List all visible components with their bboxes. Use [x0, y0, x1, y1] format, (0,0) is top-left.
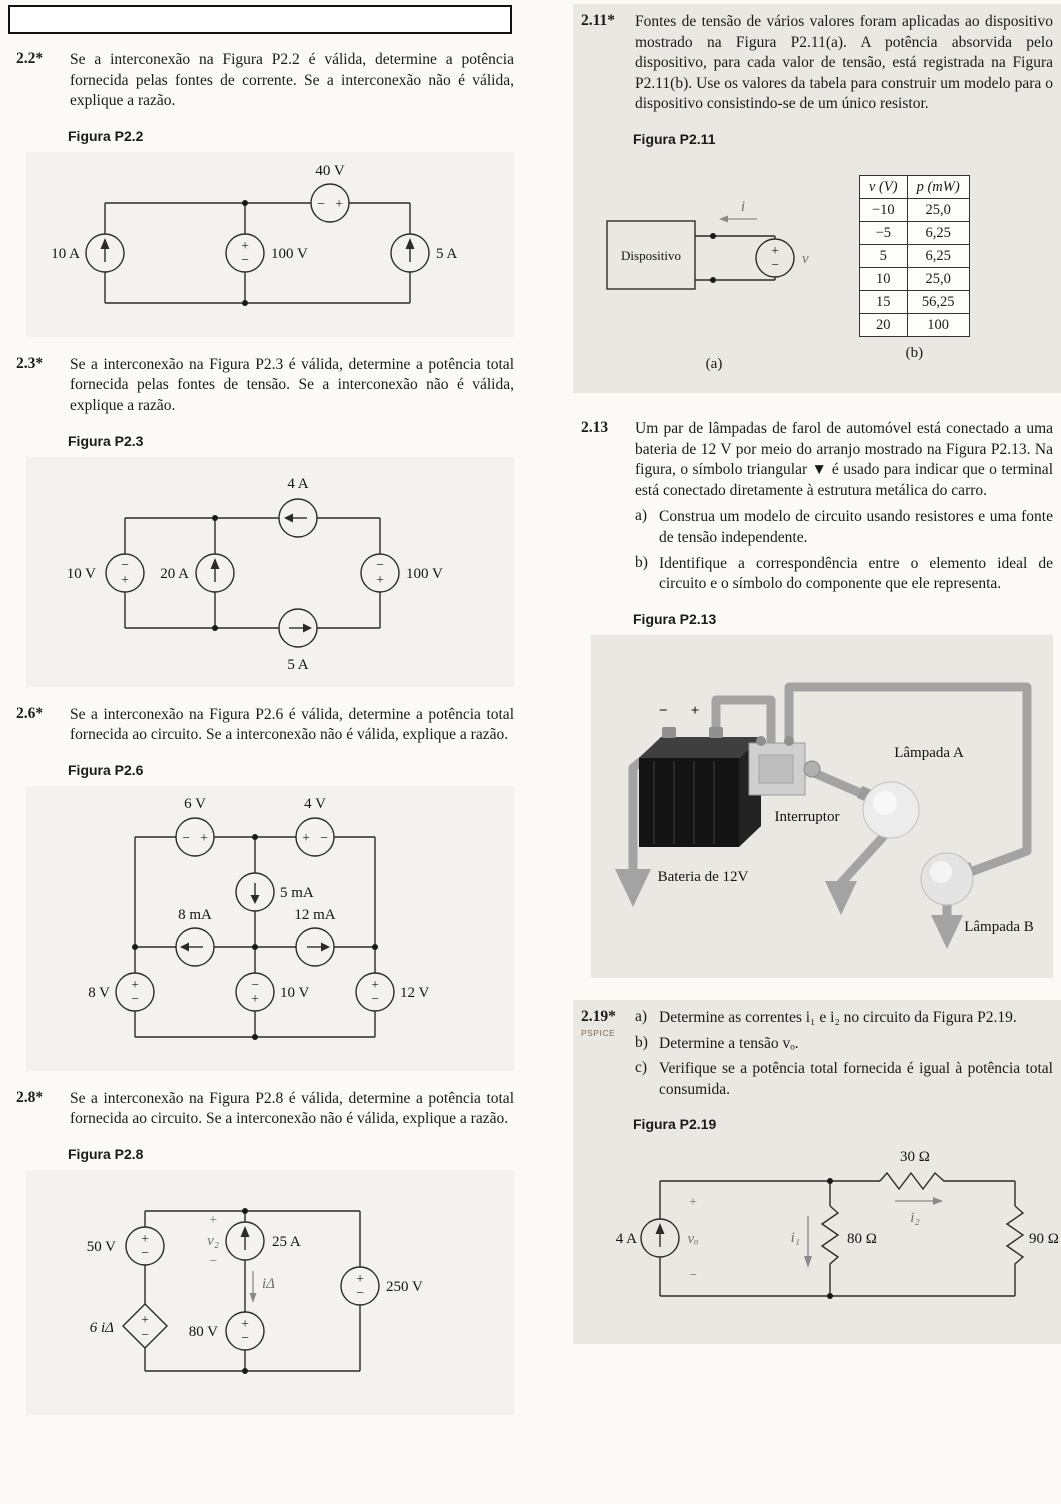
- current-arrow-i-left: [719, 216, 757, 223]
- item-a: [635, 507, 1053, 548]
- minus-sign: −: [131, 990, 139, 1006]
- item-text: Determine as correntes i₁ e i₂ no circuito da Figura P2.19.: [659, 1008, 1017, 1026]
- table-row: [860, 291, 970, 314]
- label-4v: 4 V: [304, 795, 326, 812]
- label-30ohm: 30 Ω: [900, 1149, 930, 1166]
- problem-number: 2.19*: [581, 1007, 616, 1025]
- current-arrow-20a-up: [211, 558, 220, 582]
- table-row: [860, 314, 970, 337]
- current-arrow-5a: [406, 238, 415, 262]
- label-10a: 10 A: [51, 245, 80, 262]
- label-lamp-a: Lâmpada A: [894, 744, 964, 761]
- current-arrow-idelta-down: [250, 1271, 257, 1303]
- label-250v: 250 V: [386, 1279, 423, 1296]
- cell-v: 10: [860, 268, 908, 291]
- label-80v: 80 V: [188, 1324, 218, 1341]
- minus-sign: −: [141, 1327, 149, 1343]
- current-arrow-12ma-right: [307, 942, 330, 951]
- label-100v: 100 V: [406, 565, 443, 582]
- node-dot: [827, 1178, 833, 1184]
- problem-number: 2.6*: [16, 704, 44, 722]
- problem-text: Se a interconexão na Figura P2.6 é válida, determine a potência total fornecida ao circuito. Se a interconexão não é válida, explique a razão.: [70, 705, 514, 744]
- col-header-v: v (V): [860, 176, 908, 199]
- wire-lamp-b-to-chassis: [931, 905, 963, 949]
- label-interruptor: Interruptor: [774, 808, 840, 825]
- cell-p: 25,0: [907, 199, 969, 222]
- col-header-p: p (mW): [907, 176, 969, 199]
- plus-sign: +: [302, 829, 310, 845]
- node-dot: [242, 1208, 248, 1214]
- current-arrow-5a-right: [289, 623, 312, 632]
- switch: [749, 736, 820, 795]
- table-row: [860, 245, 970, 268]
- minus-sign: −: [689, 1267, 697, 1283]
- problem-text: Se a interconexão na Figura P2.8 é válida, determine a potência total fornecida ao circuito. Se a interconexão não é válida, explique a razão.: [70, 1089, 514, 1128]
- figure-p2-19: [591, 1140, 1059, 1330]
- plus-sign: +: [209, 1212, 217, 1228]
- caption-a: (a): [705, 356, 723, 373]
- wire-lamp-a-to-chassis: [825, 837, 883, 915]
- label-v: v: [802, 251, 809, 268]
- label-bateria: Bateria de 12V: [657, 868, 749, 885]
- plus-sign: +: [771, 243, 779, 259]
- label-10v: 10 V: [280, 984, 310, 1001]
- label-4a: 4 A: [287, 475, 309, 492]
- current-arrow-10a: [101, 238, 110, 262]
- cell-p: 25,0: [907, 268, 969, 291]
- cell-p: 6,25: [907, 222, 969, 245]
- node-dot: [827, 1293, 833, 1299]
- current-arrow-i1-down: [804, 1216, 812, 1268]
- item-b: [635, 554, 1053, 595]
- plus-sign: +: [689, 1194, 697, 1210]
- label-8v: 8 V: [88, 984, 110, 1001]
- cell-v: 15: [860, 291, 908, 314]
- figure-label: Figura P2.2: [68, 127, 144, 144]
- header-box: [8, 5, 512, 34]
- table-row: [860, 222, 970, 245]
- figure-label: Figura P2.19: [633, 1116, 717, 1133]
- circuit-p2-8: [30, 1176, 460, 1404]
- right-column: [573, 4, 1061, 1362]
- plus-sign: +: [356, 1271, 364, 1287]
- label-40v: 40 V: [315, 162, 345, 179]
- lamp-b: [921, 853, 975, 905]
- problem-2-19: [573, 1000, 1061, 1344]
- node-dot: [372, 944, 378, 950]
- minus-sign: −: [376, 556, 384, 572]
- label-vo: vₒ: [687, 1231, 699, 1248]
- problem-number-wrap: [581, 1008, 625, 1100]
- minus-sign: −: [371, 990, 379, 1006]
- minus-sign: −: [320, 829, 328, 845]
- plus-sign: +: [200, 829, 208, 845]
- cell-v: −5: [860, 222, 908, 245]
- current-arrow-5ma-down: [251, 883, 260, 904]
- cell-p: 6,25: [907, 245, 969, 268]
- minus-sign: −: [658, 702, 668, 719]
- table-row: [860, 268, 970, 291]
- wires: [695, 236, 794, 280]
- problem-text: Um par de lâmpadas de farol de automóvel está conectado a uma bateria de 12 V por meio do arranjo mostrado na Figura P2.13. Na figura, o símbolo triangular ▼ é usado para indicar que o terminal está conectado diretamente à estrutura metálica do carro.: [635, 420, 1053, 499]
- item-label: b): [635, 553, 648, 571]
- node-dot: [132, 944, 138, 950]
- table-row: [860, 199, 970, 222]
- label-i: i: [740, 199, 746, 216]
- circuit-p2-2: [30, 158, 480, 326]
- item-a: [635, 1008, 1053, 1029]
- wires: [106, 499, 399, 647]
- node-dot: [252, 834, 258, 840]
- problem-2-8: [16, 1089, 514, 1415]
- label-8ma: 8 mA: [178, 906, 212, 923]
- caption-b: (b): [905, 345, 924, 362]
- minus-sign: −: [241, 251, 249, 267]
- problem-number: 2.8*: [16, 1088, 44, 1106]
- minus-sign: −: [241, 1330, 249, 1346]
- plus-sign: +: [241, 237, 249, 253]
- current-arrow-8ma-left: [180, 942, 203, 951]
- item-text: Identifique a correspondência entre o elemento ideal de circuito e o símbolo do componente que ele representa.: [659, 554, 1053, 593]
- label-v2: v₂: [207, 1233, 219, 1250]
- node-dot: [212, 625, 218, 631]
- problem-items: [635, 507, 1053, 594]
- label-12v: 12 V: [400, 984, 430, 1001]
- circuit-p2-3: [30, 463, 480, 676]
- cell-v: 5: [860, 245, 908, 268]
- label-device: Dispositivo: [621, 248, 681, 264]
- item-text: Verifique se a potência total fornecida é igual à potência total consumida.: [659, 1060, 1053, 1098]
- power-table: [859, 175, 970, 337]
- problem-2-13: [573, 411, 1061, 982]
- plus-sign: +: [376, 571, 384, 587]
- problem-2-2: [16, 50, 514, 337]
- plus-sign: +: [141, 1231, 149, 1247]
- problem-2-6: [16, 705, 514, 1071]
- label-10v: 10 V: [66, 565, 96, 582]
- wires: [86, 184, 429, 303]
- plus-sign: +: [690, 702, 700, 719]
- label-5a: 5 A: [436, 245, 458, 262]
- minus-sign: −: [251, 976, 259, 992]
- minus-sign: −: [182, 829, 190, 845]
- label-80ohm: 80 Ω: [847, 1231, 877, 1248]
- pspice-tag: PSPICE: [581, 1027, 616, 1038]
- item-label: a): [635, 1007, 648, 1025]
- cell-p: 100: [907, 314, 969, 337]
- node-dot: [242, 1368, 248, 1374]
- label-lamp-b: Lâmpada B: [964, 918, 1034, 935]
- minus-sign: −: [356, 1285, 364, 1301]
- minus-sign: −: [141, 1245, 149, 1261]
- figure-p2-2: [26, 152, 514, 337]
- plus-sign: +: [131, 976, 139, 992]
- plus-sign: +: [121, 571, 129, 587]
- item-b: [635, 1034, 1053, 1055]
- plus-sign: +: [141, 1312, 149, 1328]
- label-5a: 5 A: [287, 656, 309, 673]
- current-arrow-4a-left: [284, 513, 307, 522]
- table-header-row: [860, 176, 970, 199]
- lamp-a: [857, 782, 919, 838]
- label-4a: 4 A: [615, 1231, 637, 1248]
- figure-p2-11-a: [595, 161, 833, 373]
- label-6v: 6 V: [184, 795, 206, 812]
- label-12ma: 12 mA: [294, 906, 336, 923]
- figure-p2-6: [26, 786, 514, 1071]
- problem-text: Se a interconexão na Figura P2.2 é válida, determine a potência fornecida pelas fontes de corrente. Se a interconexão não é válida, explique a razão.: [70, 51, 514, 110]
- battery-terminal-positive: [709, 727, 723, 738]
- problem-text: Fontes de tensão de vários valores foram aplicadas ao dispositivo mostrado na Figura P2.11(a). A potência absorvida pelo dispositivo, para cada valor de tensão, está registrada na Figura P2.11(b). Use os valores da tabela para construir um modelo para o dispositivo consistindo-se de um único resistor.: [635, 13, 1053, 113]
- circuit-p2-6: [30, 792, 490, 1060]
- circuit-p2-11a: [595, 161, 833, 343]
- label-5ma: 5 mA: [280, 884, 314, 901]
- figure-p2-11-b: [859, 161, 970, 362]
- label-dep-source: 6 iΔ: [89, 1320, 114, 1337]
- problem-number: 2.3*: [16, 354, 44, 372]
- problem-number: 2.13: [581, 419, 609, 437]
- problem-text: Se a interconexão na Figura P2.3 é válida, determine a potência total fornecida pelas fontes de tensão. Se a interconexão não é válida, explique a razão.: [70, 355, 514, 415]
- node-dot: [212, 515, 218, 521]
- cell-v: −10: [860, 199, 908, 222]
- battery: [639, 727, 761, 847]
- figure-p2-11: [591, 155, 1053, 379]
- problem-number: 2.11*: [581, 12, 616, 29]
- circuit-p2-19: [595, 1146, 1061, 1319]
- minus-sign: −: [771, 257, 779, 273]
- problem-2-11: [573, 4, 1061, 393]
- node-dot: [252, 1034, 258, 1040]
- item-text: Determine a tensão vₒ.: [659, 1034, 799, 1052]
- node-dot: [242, 200, 248, 206]
- item-label: a): [635, 507, 648, 525]
- problem-number: 2.2*: [16, 50, 44, 67]
- node-dot: [252, 944, 258, 950]
- plus-sign: +: [241, 1316, 249, 1332]
- problem-items: [635, 1008, 1053, 1100]
- plus-sign: +: [335, 195, 343, 211]
- problem-2-3: [16, 355, 514, 687]
- minus-sign: −: [209, 1253, 217, 1269]
- minus-sign: −: [317, 195, 325, 211]
- label-90ohm: 90 Ω: [1029, 1231, 1059, 1248]
- wires: [123, 1211, 379, 1371]
- illustration-p2-13: [599, 643, 1061, 959]
- figure-label: Figura P2.11: [633, 131, 716, 148]
- figure-label: Figura P2.8: [68, 1146, 144, 1163]
- figure-label: Figura P2.3: [68, 432, 144, 449]
- current-arrow-4a-up: [656, 1223, 665, 1247]
- node-dot: [242, 300, 248, 306]
- figure-p2-3: [26, 457, 514, 687]
- label-25a: 25 A: [272, 1234, 301, 1251]
- label-20a: 20 A: [160, 565, 189, 582]
- figure-p2-13: [591, 635, 1053, 978]
- item-text: Construa um modelo de circuito usando resistores e uma fonte de tensão independente.: [659, 508, 1053, 547]
- label-i2: i₂: [910, 1210, 920, 1227]
- item-c: [635, 1059, 1053, 1100]
- figure-p2-8: [26, 1170, 514, 1415]
- figure-label: Figura P2.6: [68, 761, 144, 778]
- plus-sign: +: [251, 990, 259, 1006]
- terminal-dot: [710, 233, 716, 239]
- terminal-dot: [710, 277, 716, 283]
- item-label: c): [635, 1059, 648, 1077]
- current-arrow-25a-up: [241, 1226, 250, 1250]
- left-column: [16, 50, 514, 1433]
- label-i1: i₁: [790, 1230, 800, 1247]
- cell-p: 56,25: [907, 291, 969, 314]
- plus-sign: +: [371, 976, 379, 992]
- label-100v: 100 V: [271, 245, 308, 262]
- item-label: b): [635, 1033, 648, 1051]
- label-idelta: iΔ: [262, 1276, 275, 1293]
- minus-sign: −: [121, 556, 129, 572]
- figure-label: Figura P2.13: [633, 610, 717, 627]
- cell-v: 20: [860, 314, 908, 337]
- battery-terminal-negative: [662, 727, 676, 738]
- label-50v: 50 V: [86, 1239, 116, 1256]
- current-arrow-i2-right: [895, 1197, 943, 1205]
